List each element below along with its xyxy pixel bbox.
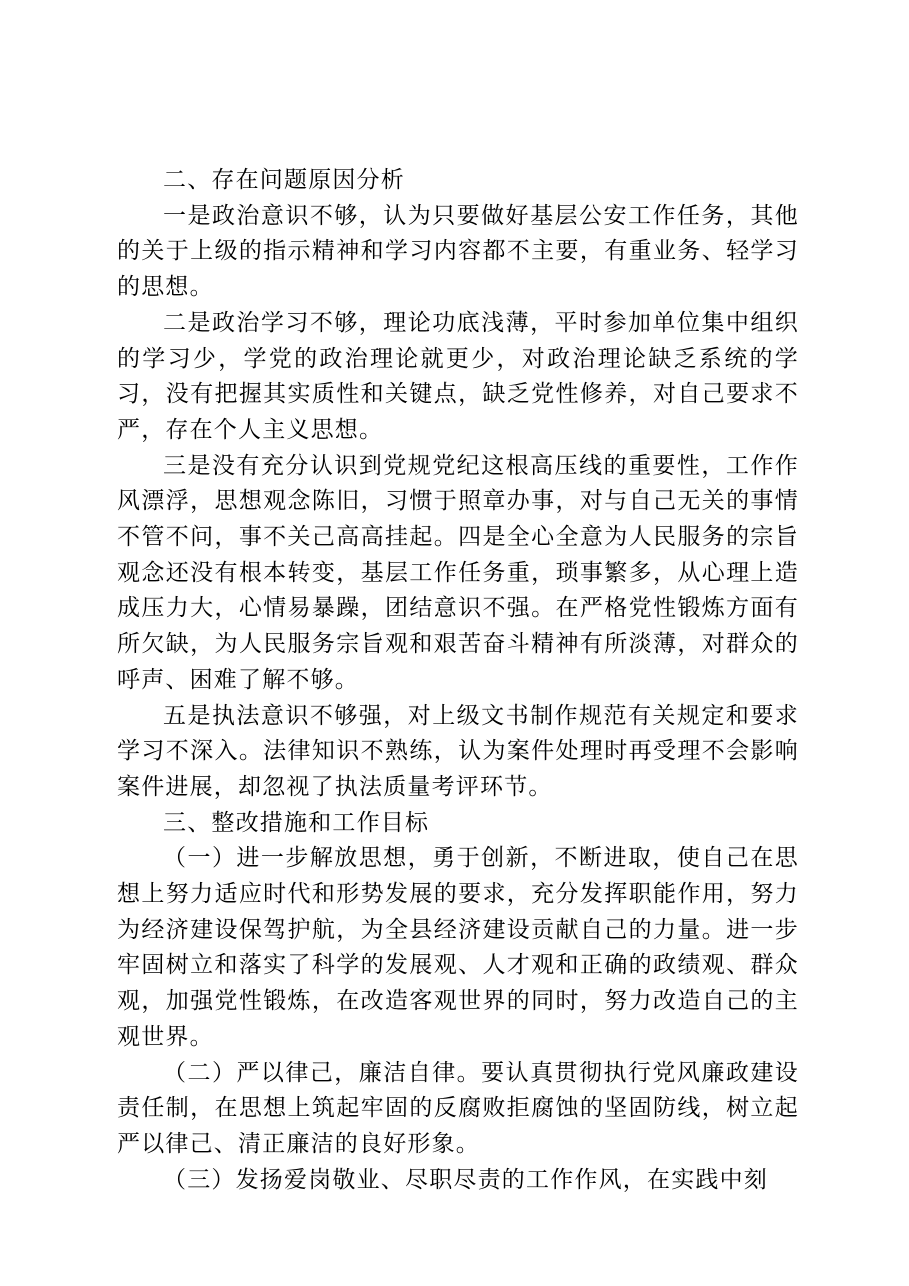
paragraph-law-enforcement: 五是执法意识不够强，对上级文书制作规范有关规定和要求学习不深入。法律知识不熟练，认为案件处理时再受理不会影响案件进展，却忽视了执法质量考评环节。 [117,702,799,800]
paragraph-party-discipline: 三是没有充分认识到党规党纪这根高压线的重要性，工作作风漂浮，思想观念陈旧，习惯于照章办事，对与自己无关的事情不管不问，事不关己高高挂起。四是全心全意为人民服务的宗旨观念还没有根本转变，基层工作任务重，琐事繁多，从心理上造成压力大，心情易暴躁，团结意识不强。在严格党性锻炼方面有所欠缺，为人民服务宗旨观和艰苦奋斗精神有所淡薄，对群众的呼声、困难了解不够。 [117,452,799,693]
section-heading-cause-analysis: 二、存在问题原因分析 [163,167,405,193]
section-heading-rectification: 三、整改措施和工作目标 [163,809,430,836]
document-body [117,163,799,1198]
paragraph-measure-one: （一）进一步解放思想，勇于创新，不断进取，使自己在思想上努力适应时代和形势发展的要求，充分发挥职能作用，努力为经济建设保驾护航，为全县经济建设贡献自己的力量。进一步牢固树立和落实了科学的发展观、人才观和正确的政绩观、群众观，加强党性锻炼，在改造客观世界的同时，努力改造自己的主观世界。 [117,845,799,1050]
paragraph-measure-two: （二）严以律己，廉洁自律。要认真贯彻执行党风廉政建设责任制，在思想上筑起牢固的反腐败拒腐蚀的坚固防线，树立起严以律己、清正廉洁的良好形象。 [117,1059,799,1157]
paragraph-political-study: 二是政治学习不够，理论功底浅薄，平时参加单位集中组织的学习少，学党的政治理论就更少，对政治理论缺乏系统的学习，没有把握其实质性和关键点，缺乏党性修养，对自己要求不严，存在个人主义思想。 [117,309,799,443]
paragraph-political-awareness: 一是政治意识不够，认为只要做好基层公安工作任务，其他的关于上级的指示精神和学习内容都不主要，有重业务、轻学习的思想。 [117,202,799,301]
paragraph-measure-three: （三）发扬爱岗敬业、尽职尽责的工作作风，在实践中刻 [163,1166,768,1193]
